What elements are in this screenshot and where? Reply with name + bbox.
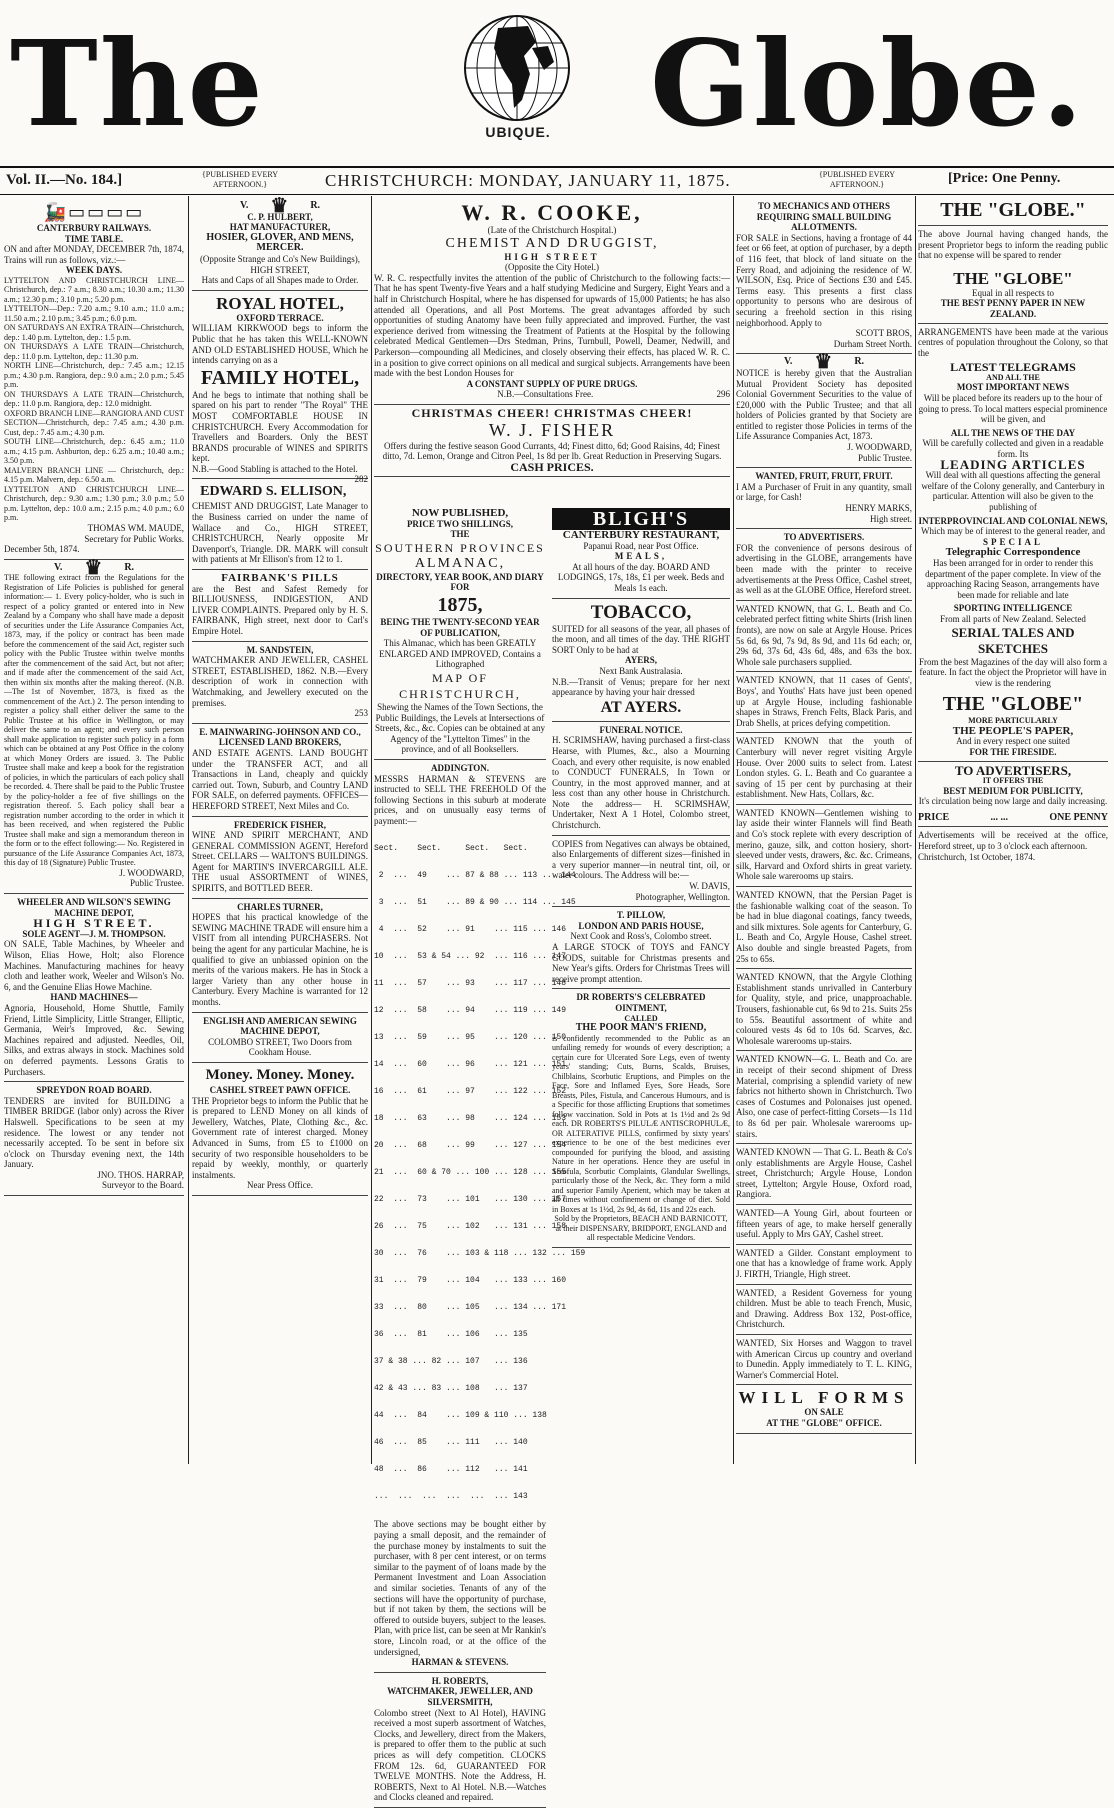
masthead xyxy=(0,0,1114,190)
money-signature: Near Press Office. xyxy=(246,1180,314,1191)
best-medium: BEST MEDIUM FOR PUBLICITY, xyxy=(943,785,1083,796)
almanac-title: SOUTHERN PROVINCES xyxy=(375,540,545,555)
railway-line: NORTH LINE—Christchurch, dep.: 7.45 a.m.; 12.15 p.m.; 4.30 p.m. Rangiora, dep.: 9.0 a.m.; 2.0 p.m.; 5.45 p.m. xyxy=(4,361,184,390)
intercolonial-news: INTERPROVINCIAL AND COLONIAL NEWS, xyxy=(918,515,1108,526)
mechanics-header: TO MECHANICS AND OTHERS REQUIRING SMALL BUILDING ALLOTMENTS. xyxy=(756,201,892,233)
pillow-address: Next Cook and Ross's, Colombo street. xyxy=(570,931,712,942)
cooke-opposite: (Opposite the City Hotel.) xyxy=(505,262,599,273)
fruit-text: I AM a Purchaser of Fruit in any quantity, small or large, for Cash! xyxy=(736,481,912,503)
hulbert-name: C. P. HULBERT, xyxy=(247,211,313,222)
place-date: CHRISTCHURCH: MONDAY, JANUARY 11, 1875. xyxy=(325,171,731,190)
family-hotel: FAMILY HOTEL, xyxy=(200,366,360,389)
money-text: THE Proprietor begs to inform the Public that he is prepared to LEND Money on all kinds of Jewellery, Watches, Plate, Clothing &c., &c. Government rate of interest charged. Money Advanced in Sums, from £5 to £1000 on security of two responsible householders to be repaid by weekly, monthly, or quarterly instalments. xyxy=(192,1095,368,1180)
wheeler-street: HIGH STREET. xyxy=(33,916,155,931)
peoples-paper: THE PEOPLE'S PAPER, xyxy=(952,724,1074,737)
blighs-header: BLIGH'S xyxy=(552,508,730,530)
railway-date: December 5th, 1874. xyxy=(4,544,80,555)
almanac-for: FOR xyxy=(450,582,470,593)
it-offers: IT OFFERS THE xyxy=(982,776,1044,786)
cooke-nb-row xyxy=(374,389,730,400)
crest-v: V. xyxy=(783,356,793,368)
turner-text: HOPES that his practical knowledge of the SEWING MACHINE TRADE will ensure him a VISIT from all intending PURCHASERS. Not being the agent for any particular Machine, he is qualified to give an unbiassed opinion on the merits of the various makers. He has in Stock a larger Variety than any other house in Canterbury. Every Machine is warranted for 12 months. xyxy=(192,912,368,1007)
money-sub: CASHEL STREET PAWN OFFICE. xyxy=(209,1084,351,1095)
pillow-text: A LARGE STOCK of TOYS and FANCY GOODS, suitable for Christmas presents and New Year's gifts. Orders for Christmas Trees will receive prompt attention. xyxy=(552,942,730,984)
wanted-ad: WANTED KNOWN—Gentlemen wishing to lay aside their winter Flannels will find Beath and Co's stock replete with every description of merino, gauze, silk, and cotton hosiery, short-sleeved under vests, drawers, &c. &c. Crimeans, silk, Harvard and Oxford shirts in great variety. Whole sale warerooms up stairs. xyxy=(736,805,912,887)
column-rule xyxy=(915,196,916,1464)
blighs-sub: CANTERBURY RESTAURANT, xyxy=(562,529,720,541)
mechanics-signature-address: Durham Street North. xyxy=(833,338,912,349)
christmas-cash: CASH PRICES. xyxy=(510,459,594,474)
public-trustee-ad xyxy=(4,556,184,894)
wanted-ad: WANTED, Six Horses and Waggon to travel with American Circus up country and overland to Dunedin. Apply immediately to T. L. KING, Warner's Commercial Hotel. xyxy=(736,1335,912,1385)
royal-crest xyxy=(736,351,912,374)
column-3b xyxy=(552,505,730,1464)
cooke-late: (Late of the Christchurch Hospital.) xyxy=(487,225,617,235)
divider xyxy=(918,761,1108,762)
sandstein-header: M. SANDSTEIN, xyxy=(246,644,314,655)
pawn-office-ad xyxy=(192,1063,368,1196)
tobacco-ayers: AYERS, xyxy=(625,655,657,666)
tobacco-text: SUITED for all seasons of the year, all phases of the moon, and all times of the day. THE RIGHT SORT Only to be had at xyxy=(552,623,730,655)
royal-hotel-sub: OXFORD TERRACE. xyxy=(236,312,324,323)
railway-subheader: TIME TABLE. xyxy=(64,233,124,244)
column-2 xyxy=(192,195,368,1464)
railway-line: LYTTELTON AND CHRISTCHURCH LINE—Christchurch, dep.: 7 a.m.; 8.30 a.m.; 10.30 a.m.; 11.30 a.m.; 12.30 p.m.; 3.10 p.m.; 5.20 p.m. xyxy=(4,275,184,304)
blighs-ad xyxy=(552,505,730,599)
interest-text: Which may be of interest to the general reader, and xyxy=(920,526,1106,537)
funeral-ad xyxy=(552,722,730,836)
cooke-trade: CHEMIST AND DRUGGIST, xyxy=(445,235,659,251)
cooke-supply: A CONSTANT SUPPLY OF PURE DRUGS. xyxy=(466,378,638,389)
table-row: 18 ... 63 ... 98 ... 124 ... 153 xyxy=(374,1114,567,1124)
cooke-text: W. R. C. respectfully invites the attention of the public of Christchurch to the following facts:—That he has spent Twenty-five Years and a half studying Medicine and Surgery, Eight Years and a half in Christchurch Hospital, where he has dispensed for upwards of 15,000 Patients; he has also attended all Operations, and all Post Mortems. The great advantages afforded by such opportunities of studing Anatomy have been fully appreciated and improved. Further, the vast experience derived from witnessing the Treatment of Patients at the Hospital by the following celebrated Medical Gentlemen—Drs Stedman, Prins, Turnbull, Powell, Deamer, Nedwill, and Parkerson—compounding all Medicines, and closely observing their effects, has placed W. R. C. in a position to give correct opinions on all medical and surgical subjects. Arrangements have been made with the best London Houses for xyxy=(374,272,730,379)
will-forms-header: WILL FORMS xyxy=(738,1388,910,1408)
fairbank-ad xyxy=(192,570,368,642)
tobacco-header: TOBACCO, xyxy=(590,601,692,623)
fisher-text: WINE AND SPIRIT MERCHANT, AND GENERAL COMMISSION AGENT, Hereford Street. CELLARS — WALTON'S BUILDINGS. Agent for MARTIN'S INVERCARGILL ALE. THE usual ASSORTMENT of WINES, SPIRITS, and BOTTLED BEER. xyxy=(192,830,368,894)
more-particularly: MORE PARTICULARLY xyxy=(968,716,1058,726)
christmas-header: CHRISTMAS CHEER! CHRISTMAS CHEER! xyxy=(411,405,693,420)
railway-signature: THOMAS WM. MAUDE, xyxy=(87,522,184,533)
ointment-title: THE POOR MAN'S FRIEND, xyxy=(575,1022,707,1034)
wanted-ad: WANTED KNOWN — That G. L. Beath & Co's only establishments are Argyle House, Cashel street, Christchurch; Argyle House, London street, Lyttelton; Argyle House, Oxford road, Rangiora. xyxy=(736,1144,912,1205)
davis-signature: Photographer, Wellington. xyxy=(635,891,730,902)
table-row: 33 ... 80 ... 105 ... 134 ... 171 xyxy=(374,1303,567,1313)
table-row: 36 ... 81 ... 106 ... 135 xyxy=(374,1330,528,1340)
table-row: 46 ... 85 ... 111 ... 140 xyxy=(374,1438,528,1448)
wanted-ad: WANTED KNOWN, that the Persian Paget is the fashionable walking coat of the season. To be had in blue diagonal coatings, fancy tweeds, and silk mixtures. Sole agents for Canterbury, G. L. Beath and Co, Argyle House, Cashel street. Also double and single breasted Pagets, from 25s to 65s. xyxy=(736,887,912,969)
closing-text: Advertisements will be received at the office, Hereford street, up to 3 o'clock each afternoon. xyxy=(918,830,1108,852)
table-row: 13 ... 59 ... 95 ... 120 ... 150 xyxy=(374,1033,567,1043)
divider xyxy=(918,323,1108,324)
cooke-nb: N.B.—Consultations Free. xyxy=(497,389,594,400)
amp-notice-ad xyxy=(736,351,912,468)
hulbert-address: (Opposite Strange and Co's New Buildings), HIGH STREET, xyxy=(199,253,361,275)
railway-line: OXFORD BRANCH LINE—RANGIORA AND CUST SECTION—Christchurch, dep.: 7.45 a.m.; 4.30 p.m. Cust, dep.: 7.45 a.m.; 4.30 p.m. xyxy=(4,408,184,437)
almanac-being: BEING THE TWENTY-SECOND YEAR OF PUBLICATION, xyxy=(380,616,540,638)
fruit-signature-address: High street. xyxy=(870,513,912,524)
wanted-ad: WANTED KNOWN that the youth of Canterbury will never regret visiting Argyle House. Over 2000 suits to select from. Latest London styles. G. L. Beath and Co guarantee a saving of 15 per cent by purchasing at their establishment. New Hats, Collars, &c. xyxy=(736,733,912,805)
hulbert-text: HOSIER, GLOVER, AND MENS, MERCER. xyxy=(206,231,354,254)
railway-line: LYTTELTON—Dep.: 7.20 a.m.; 9.10 a.m.; 11.0 a.m.; 11.50 a.m.; 2.10 p.m.; 3.45 p.m.; 6.0 p.m. xyxy=(4,304,184,323)
mainwaring-ad xyxy=(192,724,368,817)
notice-text: NOTICE is hereby given that the Australian Mutual Provident Society has deposited Colonial Government Securities to the value of £20,000 with the Public Trustee; and that all holders of Policies granted by that Society are entitled to register those Policies in terms of the Life Assurance Companies Act, 1873. xyxy=(736,367,912,442)
railway-line: ON THURSDAYS A LATE TRAIN—Christchurch, dep.: 11.0 p.m. Lyttelton, dep.: 11.30 p.m. xyxy=(4,342,184,361)
ointment-header: DR ROBERTS'S CELEBRATED OINTMENT, xyxy=(576,992,706,1013)
price-value: ONE PENNY xyxy=(1049,811,1108,823)
almanac-subtitle: DIRECTORY, YEAR BOOK, AND DIARY xyxy=(376,571,544,582)
ointment-ad xyxy=(552,989,730,1247)
spreydon-signature-title: Surveyor to the Board. xyxy=(102,1180,184,1191)
sections-table xyxy=(374,826,586,1519)
trustee-signature: J. WOODWARD, xyxy=(119,867,184,878)
notice-signature-title: Public Trustee. xyxy=(857,452,912,463)
column-5 xyxy=(918,198,1108,1464)
sporting-intelligence: SPORTING INTELLIGENCE xyxy=(953,603,1073,614)
addington-text: MESSRS HARMAN & STEVENS are instructed to SELL THE FREEHOLD Of the following Sections in this suburb at moderate prices, and on unusually easy terms of payment:— xyxy=(374,773,546,826)
crest-icon: ♛ xyxy=(270,195,289,217)
fairbank-header: FAIRBANK'S PILLS xyxy=(221,572,339,585)
addington-text2: The above sections may be bought either by paying a small deposit, and the remainder of the purchase money by instalments to suit the purchaser, with 8 per cent interest, or on terms similar to the payment of of loans made by the Permanent Investment and Loan Association and similar societies. Tenants of any of the sections will have the opportunity of purchase, but if not taken by them, the sections will be offered to outside buyers, subject to the leases. Plan, with price list, can be seen at Mr Rankin's store, Lincoln road, or at the office of the undersigned, xyxy=(374,1519,546,1657)
column-3-top xyxy=(374,198,730,503)
crest-r: R. xyxy=(310,200,321,211)
published-note-left: {PUBLISHED EVERY AFTERNOON.} xyxy=(201,170,279,189)
hulbert-note: Hats and Caps of all Shapes made to Order. xyxy=(201,275,359,286)
crest-v: V. xyxy=(239,200,249,211)
almanac-year: 1875, xyxy=(437,593,483,616)
table-row: 14 ... 60 ... 96 ... 121 ... 151 xyxy=(374,1060,567,1070)
divider xyxy=(918,826,1108,827)
title-the: The xyxy=(10,14,265,153)
ad-number: 282 xyxy=(354,474,368,485)
fisher-header: FREDERICK FISHER, xyxy=(233,819,326,830)
almanac-ad xyxy=(374,505,546,760)
nb-text: N.B.—Good Stabling is attached to the Hotel. xyxy=(192,463,358,474)
cooke-header: W. R. COOKE, xyxy=(461,200,643,225)
column-1 xyxy=(4,198,184,1464)
price-label: PRICE xyxy=(918,811,950,823)
prospectus-date: Christchurch, 1st October, 1874. xyxy=(918,851,1036,862)
english-sewing-header: ENGLISH AND AMERICAN SEWING MACHINE DEPOT, xyxy=(203,1015,357,1037)
ointment-text: is confidently recommended to the Public as an unfailing remedy for wounds of every description; a certain cure for Ulcerated Sore Legs, even of twenty years' standing; Cuts, Burns, Scalds, Bruises, Chilblains, Scorbutic Eruptions, and Pimples on the Face, Sore and Inflamed Eyes, Sore Heads, Sore Breasts, Piles, Fistula, and Cancerous Humours, and is a Specific for those afflicting Eruptions that sometimes follow vaccination. Sold in Pots at 1s 1½d and 2s 9d each. DR ROBERTS'S PILULÆ ANTISCROPHULÆ, OR ALTERATIVE PILLS, confirmed by sixty years' experience to be one of the best medicines ever compounded for purifying the blood, and assisting Nature in her operations. Hence they are useful in Scrofula, Scorbutic Complaints, Glandular Swellings, particularly those of the Neck, &c. They form a mild and superior Family Aperient, which may be taken at all times without confinement or change of diet. Sold in Boxes at 1s 1½d, 2s 9d, 4s 6d, 11s and 22s each. xyxy=(552,1033,730,1214)
crest-icon: ♛ xyxy=(84,556,103,579)
funeral-text: H. SCRIMSHAW, having purchased a first-class Hearse, with Plumes, &c., also a Mourning Coach, and every other requisite, is now enabled to CONDUCT FUNERALS, In Town or Country, in the most approved manner, and at less cost than any other house in Christchurch. Note the address— H. SCRIMSHAW, Undertaker, Next A 1 Hotel, Colombo street, Christchurch. xyxy=(552,735,730,831)
to-advertisers-ad xyxy=(736,529,912,601)
will-forms-sale: ON SALE xyxy=(804,1407,844,1418)
to-advertisers-header: TO ADVERTISERS, xyxy=(954,762,1072,778)
table-row: 20 ... 68 ... 99 ... 127 ... 154 xyxy=(374,1141,567,1151)
railway-line: LYTTELTON AND CHRISTCHURCH LINE—Christchurch, dep.: 9.30 a.m.; 1.30 p.m.; 3.0 p.m.; 5.0 p.m. Lyttelton, dep.: 10.0 a.m.; 2.15 p.m.; 4.0 p.m.; 6.0 p.m. xyxy=(4,484,184,523)
hand-machines-header: HAND MACHINES— xyxy=(50,992,138,1003)
roberts-watch-ad xyxy=(374,1673,546,1808)
tobacco-at-ayers: AT AYERS. xyxy=(600,698,682,716)
hulbert-trade: HAT MANUFACTURER, xyxy=(229,222,331,233)
table-row: 3 ... 51 ... 89 & 90 ... 114 ... 145 xyxy=(374,898,576,908)
crest-r: R. xyxy=(124,561,135,573)
wanted-ad: WANTED KNOWN—G. L. Beath and Co. are in receipt of their second shipment of Dress Material, comprising a splendid variety of new fabrics not hitherto shown in Christchurch. Two cases of Costumes and Polonaises just opened. Also, one case of perfect-fitting Corsets—1s 11d to 8s 6d per pair. Wholesale warerooms up-stairs. xyxy=(736,1051,912,1144)
fruit-ad xyxy=(736,468,912,529)
latest-telegrams: LATEST TELEGRAMS xyxy=(950,360,1076,375)
weekdays-header: WEEK DAYS. xyxy=(65,265,123,276)
davis-ad xyxy=(552,836,730,908)
addington-signature: HARMAN & STEVENS. xyxy=(411,1657,509,1668)
almanac-published: NOW PUBLISHED, xyxy=(411,507,509,519)
sandstein-ad xyxy=(192,642,368,724)
ellison-ad xyxy=(192,479,368,570)
english-sewing-text: COLOMBO STREET, Two Doors from Cookham House. xyxy=(208,1036,352,1058)
table-row: 37 & 38 ... 82 ... 107 ... 136 xyxy=(374,1357,528,1367)
volume-number: Vol. II.—No. 184.] xyxy=(6,172,123,188)
table-row: 30 ... 76 ... 103 & 118 ... 132 ... 159 xyxy=(374,1249,586,1259)
money-header: Money. Money. Money. xyxy=(205,1066,355,1083)
roberts-header: H. ROBERTS, xyxy=(431,1675,489,1686)
table-row: Sect. Sect. Sect. Sect. xyxy=(374,844,528,854)
tobacco-address: Next Bank Australasia. xyxy=(599,665,683,676)
prospectus-intro: The above Journal having changed hands, the present Proprietor begs to inform the reading public that no expense will be spared to render xyxy=(918,229,1108,261)
pillow-ad xyxy=(552,907,730,989)
hand-machines-text: Agnoria, Household, Home Shuttle, Family Friend, Little Simplicity, Little Stranger, Elliptic, Germania, Weir's Improved, &c. Sewing Machines repaired and adjusted. Needles, Oil, Silks, and extras always in stock. Machines sold on deferred payments. Lessons Gratis to Purchasers. xyxy=(4,1002,184,1077)
wanted-ad: WANTED KNOWN, that G. L. Beath and Co. celebrated perfect fitting white Shirts (Irish linen fronts), are now on sale at Argyle House. Prices 5s 6d, 6s 9d, 7s 9d, 8s 9d, and 11s 6d each; or, 29s 6d, 37s 6d, 43s 6d, 48s, and 63s the box. Whole sale purchasers supplied. xyxy=(736,601,912,673)
almanac-text: This Almanac, which has been GREATLY ENLARGED AND IMPROVED, Contains a Lithographed xyxy=(379,638,541,670)
turner-header: CHARLES TURNER, xyxy=(237,901,323,912)
table-row: 31 ... 79 ... 104 ... 133 ... 160 xyxy=(374,1276,567,1286)
almanac-text2: Shewing the Names of the Town Sections, the Public Buildings, the Levels at Intersections of Streets, &c., &c. Copies can be obtained at any Agency of the "Lyttelton Times" in the province, and of all Booksellers. xyxy=(375,701,545,755)
table-row: 48 ... 86 ... 112 ... 141 xyxy=(374,1465,528,1475)
column-rule xyxy=(188,196,189,1464)
published-note-right: {PUBLISHED EVERY AFTERNOON.} xyxy=(818,170,896,189)
prospectus-equal: Equal in all respects to xyxy=(972,287,1054,298)
spreydon-ad xyxy=(4,1082,184,1196)
circulation-text: It's circulation being now large and daily increasing. xyxy=(918,796,1108,807)
collected-text: Will be carefully collected and given in a readable form. Its xyxy=(922,438,1104,459)
royal-hotel-text: WILLIAM KIRKWOOD begs to inform the Public that he has taken this WELL-KNOWN AND OLD ESTABLISHED HOUSE, Which he intends carrying on as a xyxy=(192,323,368,366)
cooke-street: HIGH STREET xyxy=(504,251,600,262)
telegraphic-correspondence: Telegraphic Correspondence xyxy=(945,546,1081,559)
fruit-signature: HENRY MARKS, xyxy=(845,503,912,514)
fairbank-text: are the Best and Safest Remedy for BILLIOUSNESS, INDIGESTION, AND LIVER COMPLAINTS. Prepared only by H. S. FAIRBANK, High street, next door to Carl's Empire Hotel. xyxy=(192,583,368,636)
from-nz-text: From all parts of New Zealand. Selected xyxy=(940,613,1086,624)
table-row: 16 ... 61 ... 97 ... 122 ... 152 xyxy=(374,1087,567,1097)
notice-signature: J. WOODWARD, xyxy=(847,442,912,453)
royal-crest xyxy=(4,556,184,579)
prospectus-best: THE BEST PENNY PAPER IN NEW ZEALAND. xyxy=(940,298,1086,319)
davis-name: W. DAVIS, xyxy=(689,881,730,892)
railway-header: CANTERBURY RAILWAYS. xyxy=(36,223,152,233)
column-rule xyxy=(371,196,372,1464)
advertisers-header: TO ADVERTISERS. xyxy=(783,532,865,543)
table-row: 22 ... 73 ... 101 ... 130 ... 157 xyxy=(374,1195,567,1205)
addington-ad xyxy=(374,760,586,1673)
will-forms-office: AT THE "GLOBE" OFFICE. xyxy=(766,1417,882,1428)
crest-icon: ♛ xyxy=(814,351,833,374)
spreydon-header: SPREYDON ROAD BOARD. xyxy=(36,1085,152,1096)
mainwaring-text: AND ESTATE AGENTS. LAND BOUGHT under the TRANSFER ACT, and all Transactions in Land, cheaply and quickly carried out. Town, Suburb, and Country LAND FOR SALE, on deferred payments. OFFICES—HEREFORD STREET, Next Miles and Co. xyxy=(192,747,368,811)
almanac-title2: ALMANAC, xyxy=(414,555,506,571)
tobacco-nb: N.B.—Transit of Venus; prepare for her next appearance by having your hair dressed xyxy=(552,676,730,698)
ointment-signature: Sold by the Proprietors, BEACH AND BARNICOTT, at their DISPENSARY, BRIDPORT, ENGLAND and all respectable Medicine Vendors. xyxy=(554,1214,728,1243)
all-news: ALL THE NEWS OF THE DAY xyxy=(950,427,1076,438)
globe-prospectus xyxy=(918,198,1108,862)
trustee-text: THE following extract from the Regulations for the Registration of Life Policies is published for general information:— 1. Every policy-holder, who is such in respect of a policy granted or entered into in New Zealand by a Company who shall have made a deposit of securities under the Life Assurance Companies Act, 1873, may, if the policy or contract has been made before the commencement of the said Act, register such policy with the Public Trustee within twelve months after the commencement of the said Act, but not after; and if made after the commencement of the said Act, then within six months after the making thereof. (N.B.—The 1st of November, 1873, is fixed as the commencement of the Act.) 2. The person intending to register a policy shall either deliver the same to the Public Trustee at his office in Wellington, or may deliver the same to an agent; and every such person shall make application to register such policy in a form which can be obtained at any Post Office in the colony at which Money Orders are issued. 3. The Public Trustee shall make and keep a book for the registration of policies, in which the particulars of each policy shall be recorded. 4. There shall be paid to the Public Trustee by the policy-holder a fee of five shillings on the registration thereof. 5. Each policy shall bear a registration number according to the order in which it has been received, and when registered the Public Trustee shall make and sign a memorandum thereon in the form or to the effect following:— No. Registered in pursuance of the Life Assurance Companies Act, 1873, this day of 18 (Signature) Public Trustee. xyxy=(4,573,184,868)
fireside: FOR THE FIRESIDE. xyxy=(969,746,1057,757)
christmas-text: Offers during the festive season Good Currants, 4d; Finest ditto, 6d; Good Raisins, 4d; Finest ditto, 7d. Lemon, Orange and Citron Peel, 1s 8d per lb. Great Reduction in Preserving Sugars. xyxy=(382,440,722,462)
royal-hotel-header: ROYAL HOTEL, xyxy=(216,293,344,313)
wanted-ad: WANTED, a Resident Governess for young children. Must be able to teach French, Music, and Drawing. Address Box 132, Post-office, Christchurch. xyxy=(736,1285,912,1335)
serial-tales: SERIAL TALES AND SKETCHES xyxy=(951,624,1075,656)
table-row: ... ... ... ... ... ... 143 xyxy=(374,1492,528,1502)
crest-r: R. xyxy=(854,356,865,368)
table-row: 26 ... 75 ... 102 ... 131 ... 158 xyxy=(374,1222,567,1232)
table-row: 12 ... 58 ... 94 ... 119 ... 149 xyxy=(374,1006,567,1016)
almanac-price: PRICE TWO SHILLINGS, xyxy=(406,518,514,529)
royal-hotel-ad xyxy=(192,291,368,485)
every-respect: And in every respect one suited xyxy=(956,736,1070,747)
divider xyxy=(918,225,1108,226)
table-row: 42 & 43 ... 83 ... 108 ... 137 xyxy=(374,1384,528,1394)
dateline xyxy=(0,166,1114,195)
placed-text: Will be placed before its readers up to the hour of going to press. To local matters especial prominence will be given, and xyxy=(918,393,1108,425)
christmas-name: W. J. FISHER xyxy=(488,419,616,440)
table-row: 4 ... 52 ... 91 ... 115 ... 146 xyxy=(374,925,567,935)
leading-articles: LEADING ARTICLES xyxy=(940,456,1086,472)
magazines-text: From the best Magazines of the day will also form a feature. In fact the object the Proprietor will have in view is the rendering xyxy=(919,656,1107,688)
wanted-ad: WANTED—A Young Girl, about fourteen or fifteen years of age, to make herself generally useful. Apply to Mrs GAY, Cashel street. xyxy=(736,1205,912,1245)
most-important-news: MOST IMPORTANT NEWS xyxy=(956,382,1070,393)
family-hotel-text: And he begs to intimate that nothing shall be spared on his part to render "The Royal" THE MOST COMFORTABLE HOUSE IN CHRISTCHURCH. Every Accommodation for Travellers and Boarders. Only the BEST BRANDS procurable of WINES and SPIRITS kept. xyxy=(192,389,368,464)
railway-line: ON THURSDAYS A LATE TRAIN—Christchurch, dep.: 11.0 p.m. Rangiora, dep.: 12.0 midnight. xyxy=(4,389,184,409)
crest-v: V. xyxy=(53,561,63,573)
blighs-text: At all hours of the day. BOARD AND LODGINGS, 17s, 18s, £1 per week. Beds and Meals 1s each. xyxy=(557,561,725,593)
advertisers-text: FOR the convenience of persons desirous of advertising in the GLOBE, arrangements have been made with the printer to receive advertisements at the Press Office, Cashel street, as well as at the GLOBE Office, Hereford street. xyxy=(736,542,912,596)
roberts-text: Colombo street (Next to Al Hotel), HAVING received a most superb assortment of Watches, Clocks, and Jewellery, direct from the Makers, is prepared to offer them to the public at such prices as will defy competition. CLOCKS FROM 12s. 6d, GUARANTEED FOR TWELVE MONTHS. Note the Address, H. ROBERTS, Next to Al Hotel. N.B.—Watches and Clocks cleaned and repaired. xyxy=(374,1707,546,1803)
ellison-header: EDWARD S. ELLISON, xyxy=(200,484,347,500)
special-label: SPECIAL xyxy=(982,536,1043,547)
prospectus-header: THE "GLOBE." xyxy=(940,199,1086,221)
hulbert-ad xyxy=(192,195,368,291)
christmas-ad xyxy=(374,405,730,477)
column-4 xyxy=(736,198,912,1464)
wheeler-agent: SOLE AGENT—J. M. THOMPSON. xyxy=(22,928,166,939)
wanted-ad: WANTED KNOWN, that 11 cases of Gents', Boys', and Youths' Hats have just been opened up at Argyle House, including fashionable shapes in Straws, French Felts, Black Paris, and Drab Shells, at prices defying competition. xyxy=(736,672,912,733)
mechanics-ad xyxy=(736,198,912,354)
deal-text: Will deal with all questions affecting the general welfare of the Colony generally, and Canterbury in particular. Attention will also be given to the publishing of xyxy=(921,470,1105,512)
prospectus-header-2: THE "GLOBE" xyxy=(953,268,1073,288)
wheeler-text: ON SALE, Table Machines, by Wheeler and Wilson, Elias Howe, Holt; also Florence Machines. Manufacturing machines for heavy cloth and leather work, Weeler and Wilson's No. 6, and the Genuine Elias Howe Machine. xyxy=(4,939,184,992)
table-row: 11 ... 57 ... 93 ... 117 ... 148 xyxy=(374,979,567,989)
pillow-sub: LONDON AND PARIS HOUSE, xyxy=(578,920,704,931)
ellison-text: CHEMIST AND DRUGGIST, Late Manager to the Business carried on under the name of Wallace and Co., HIGH STREET, CHRISTCHURCH, Nearly opposite Mr Davenport's, Triangle. DR. MARK will consult with patients at Mr Ellison's from 12 to 1. xyxy=(192,501,368,565)
table-row: 21 ... 60 & 70 ... 100 ... 128 ... 155 xyxy=(374,1168,567,1178)
addington-header: ADDINGTON. xyxy=(430,762,490,773)
sandstein-text: WATCHMAKER AND JEWELLER, CASHEL STREET, ESTABLISHED, 1862. N.B.—Every description of work in connection with Watchmaking, and Jewellery executed on the premises. xyxy=(192,655,368,708)
price-dots: ... ... xyxy=(990,811,1008,823)
spreydon-signature: JNO. THOS. HARRAP, xyxy=(97,1169,184,1180)
price: [Price: One Penny. xyxy=(948,171,1061,186)
railway-line: SOUTH LINE—Christchurch, dep.: 6.45 a.m.; 11.0 a.m.; 4.15 p.m. Ashburton, dep.: 6.25 a.m.; 10.40 a.m.; 3.50 p.m. xyxy=(4,437,184,466)
roberts-trade: WATCHMAKER, JEWELLER, AND SILVERSMITH, xyxy=(387,1686,533,1707)
column-3a xyxy=(374,505,586,1803)
railway-line: MALVERN BRANCH LINE — Christchurch, dep.: 4.15 p.m. Malvern, dep.: 6.50 a.m. xyxy=(4,465,184,485)
cooke-ad xyxy=(374,198,730,405)
wheeler-wilson-ad xyxy=(4,894,184,1082)
train-icon: 🚂▭▭▭▭ xyxy=(43,202,145,222)
pillow-header: T. PILLOW, xyxy=(616,910,666,921)
railway-ad xyxy=(4,198,184,560)
and-all-the: AND ALL THE xyxy=(986,372,1040,382)
wanted-ad: WANTED KNOWN, that the Argyle Clothing Establishment stands unrivalled in Canterbury for Quality, style, and price, unapproachable. Trousers, fashionable cut, 6s 9d to 21s. Suits 25s to 55s. Beautiful assortment of white and coloured vests 4s 6d to 10s 6d. Scarves, &c. Wholesale warerooms up-stairs. xyxy=(736,969,912,1051)
railway-intro: ON and after MONDAY, DECEMBER 7th, 1874, Trains will run as follows, viz.:— xyxy=(4,244,184,265)
wheeler-header: WHEELER AND WILSON'S SEWING MACHINE DEPOT, xyxy=(17,897,171,918)
table-row: 10 ... 53 & 54 ... 92 ... 116 ... 147 xyxy=(374,952,567,962)
motto: UBIQUE. xyxy=(485,124,551,140)
mechanics-text: FOR SALE in Sections, having a frontage of 44 feet or 66 feet, at option of purchaser, by a depth of 116 feet, that block of land situate on the Ferry Road, and adjoining the residence of W. WILSON, Esq. Price of Sections £30 and £45. Terms easy. This presents a first class opportunity to persons who are desirous of securing a freehold section in this rising neighborhood. Apply to xyxy=(736,232,912,328)
railway-signature-title: Secretary for Public Works. xyxy=(84,533,184,544)
column-rule xyxy=(733,196,734,1464)
prospectus-arrangements: ARRANGEMENTS have been made at the various centres of population throughout the Colony, so that the xyxy=(918,326,1108,358)
prospectus-header-3: THE "GLOBE" xyxy=(942,693,1084,716)
table-row: 2 ... 49 ... 87 & 88 ... 113 ... 144 xyxy=(374,871,576,881)
mechanics-signature: SCOTT BROS, xyxy=(855,328,912,339)
wanted-ad: WANTED a Gilder. Constant employment to one that has a knowledge of frame work. Apply J. FIRTH, Triangle, High street. xyxy=(736,1245,912,1285)
blighs-address: Papanui Road, near Post Office. xyxy=(583,540,699,551)
funeral-header: FUNERAL NOTICE. xyxy=(599,724,683,735)
english-sewing-ad xyxy=(192,1013,368,1063)
family-hotel-nb xyxy=(192,463,368,485)
spreydon-text: TENDERS are invited for BUILDING a TIMBER BRIDGE (labor only) across the River Halswell. Specifications to be seen at my residence. The lowest or any tender not necessarily accepted. To be sent in before six o'clock on Thursday evening next, the 14th January. xyxy=(4,1095,184,1170)
racing-text: Has been arranged for in order to render this department of the paper complete. In view of the approaching Racing Season, arrangements have been made for reliable and late xyxy=(925,557,1101,600)
price-row xyxy=(918,813,1108,824)
fruit-header: WANTED, FRUIT, FRUIT, FRUIT. xyxy=(755,471,893,482)
almanac-map: MAP OF CHRISTCHURCH, xyxy=(399,670,521,701)
tobacco-ad xyxy=(552,599,730,722)
railway-line: ON SATURDAYS AN EXTRA TRAIN—Christchurch, dep.: 1.40 p.m. Lyttelton, dep.: 1.5 p.m. xyxy=(4,323,184,342)
davis-text: COPIES from Negatives can always be obtained, also Enlargements of different sizes—finished in a very superior manner—in neutral tint, oil, or water colours. The Address will be:— xyxy=(552,838,730,881)
almanac-the: THE xyxy=(450,529,470,540)
ad-number: 253 xyxy=(354,708,368,719)
blighs-meals: MEALS, xyxy=(614,551,668,562)
trustee-signature-title: Public Trustee. xyxy=(129,878,184,889)
title-globe: Globe. xyxy=(650,14,1085,153)
fisher-ad xyxy=(192,817,368,899)
ointment-called: CALLED xyxy=(624,1013,658,1023)
will-forms-ad xyxy=(736,1385,912,1433)
mainwaring-header: E. MAINWARING-JOHNSON AND CO., LICENSED LAND BROKERS, xyxy=(199,726,361,748)
ad-number: 296 xyxy=(716,389,730,400)
turner-ad xyxy=(192,899,368,1013)
table-row: 44 ... 84 ... 109 & 110 ... 138 xyxy=(374,1411,547,1421)
